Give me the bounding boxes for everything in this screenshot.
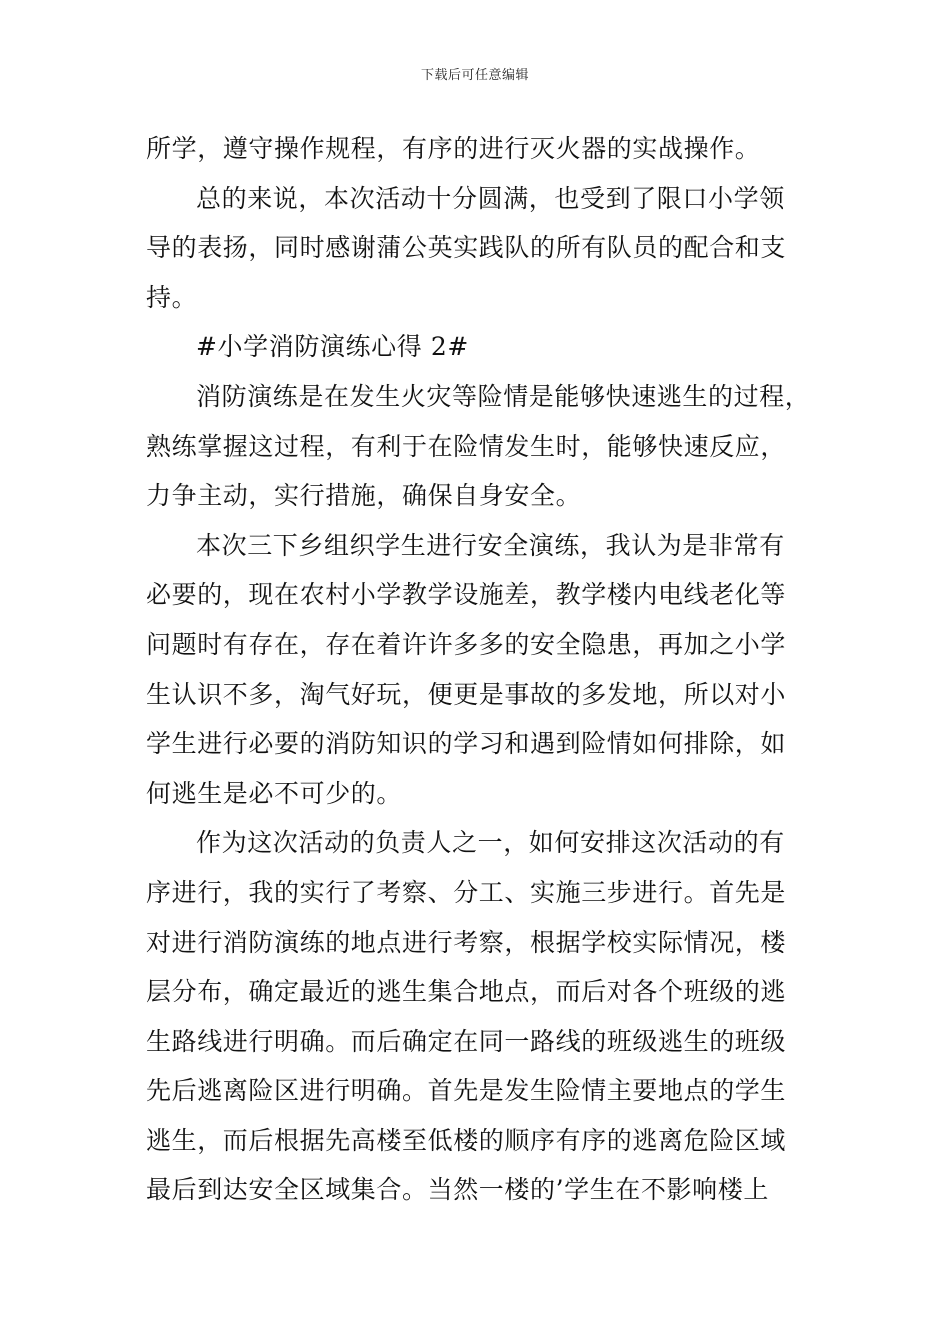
paragraph <box>146 521 810 819</box>
paragraph <box>146 322 810 372</box>
text-line: 熟练掌握这过程，有利于在险情发生时，能够快速反应， <box>146 431 787 461</box>
text-line: 先后逃离险区进行明确。首先是发生险情主要地点的学生 <box>146 1076 787 1106</box>
text-line: 逃生，而后根据先高楼至低楼的顺序有序的逃离危险区域 <box>146 1125 787 1155</box>
text-line: 导的表扬，同时感谢蒲公英实践队的所有队员的配合和支 <box>146 233 787 263</box>
text-line: 最后到达安全区域集合。当然一楼的’学生在不影响楼上 <box>146 1175 769 1205</box>
paragraph <box>146 124 810 174</box>
paragraph <box>146 174 810 323</box>
text-line: 层分布，确定最近的逃生集合地点，而后对各个班级的逃 <box>146 977 787 1007</box>
text-line: 持。 <box>146 282 198 312</box>
text-line: #小学消防演练心得 2# <box>196 332 469 362</box>
text-line: 生认识不多，淘气好玩，便更是事故的多发地，所以对小 <box>146 679 787 709</box>
document-body <box>146 124 810 1215</box>
paragraph <box>146 818 810 1215</box>
text-line: 学生进行必要的消防知识的学习和遇到险情如何排除，如 <box>146 729 787 759</box>
text-line: 必要的，现在农村小学教学设施差，教学楼内电线老化等 <box>146 580 787 610</box>
paragraph <box>146 372 810 521</box>
text-line: 序进行，我的实行了考察、分工、实施三步进行。首先是 <box>146 877 787 907</box>
text-line: 作为这次活动的负责人之一，如何安排这次活动的有 <box>196 828 785 858</box>
text-line: 何逃生是必不可少的。 <box>146 778 403 808</box>
text-line: 问题时有存在，存在着许许多多的安全隐患，再加之小学 <box>146 629 787 659</box>
text-line: 消防演练是在发生火灾等险情是能够快速逃生的过程， <box>196 381 811 411</box>
text-line: 生路线进行明确。而后确定在同一路线的班级逃生的班级 <box>146 1026 787 1056</box>
page-header: 下载后可任意编辑 <box>420 68 529 83</box>
text-line: 本次三下乡组织学生进行安全演练，我认为是非常有 <box>196 530 785 560</box>
text-line: 总的来说，本次活动十分圆满，也受到了限口小学领 <box>196 183 785 213</box>
text-line: 对进行消防演练的地点进行考察，根据学校实际情况，楼 <box>146 927 787 957</box>
text-line: 所学，遵守操作规程，有序的进行灭火器的实战操作。 <box>146 134 761 163</box>
text-line: 力争主动，实行措施，确保自身安全。 <box>146 481 582 511</box>
